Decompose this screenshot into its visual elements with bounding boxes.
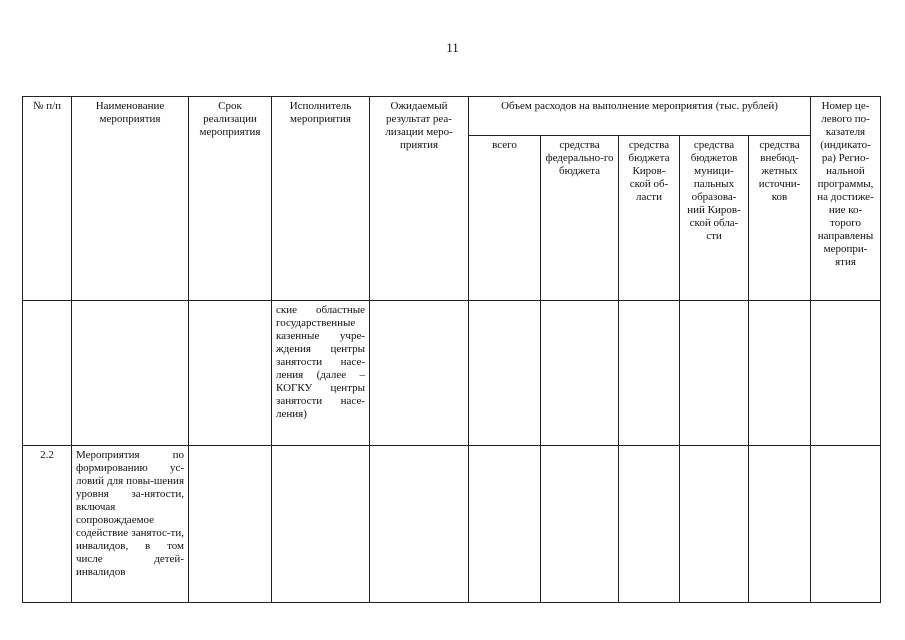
header-indicator: Номер це-левого по-казателя (индикато-ра) Регио-нальной программы, на достиже-ние ко-торого направлены меропри-ятия <box>811 97 881 301</box>
row-regional <box>619 446 680 603</box>
table-row <box>23 446 881 603</box>
row-federal <box>541 446 619 603</box>
row-name: Мероприятия по формированию ус-ловий для повы-шения уровня за-нятости, включая сопровождаемое содействие занятос-ти, инвалидов, в том числе детей-инвалидов <box>72 446 189 603</box>
header-total: всего <box>469 136 541 301</box>
row-regional <box>619 301 680 446</box>
row-indicator <box>811 446 881 603</box>
row-indicator <box>811 301 881 446</box>
row-executor: ские областные государственные казенные учре-ждения центры занятости насе-ления (далее – КОГКУ центры занятости насе-ления) <box>272 301 370 446</box>
header-offbudget: средства внебюд-жетных источни-ков <box>749 136 811 301</box>
row-term <box>189 301 272 446</box>
page-number: 11 <box>446 40 459 55</box>
row-federal <box>541 301 619 446</box>
table-row <box>23 301 881 446</box>
row-executor <box>272 446 370 603</box>
header-result: Ожидаемый результат реа-лизации меро-приятия <box>370 97 469 301</box>
header-executor: Исполнитель мероприятия <box>272 97 370 301</box>
header-name: Наименование мероприятия <box>72 97 189 301</box>
header-row-1 <box>23 97 881 136</box>
header-volume-group: Объем расходов на выполнение мероприятия (тыс. рублей) <box>469 97 811 136</box>
row-municipal <box>680 446 749 603</box>
row-total <box>469 301 541 446</box>
row-offbudget <box>749 301 811 446</box>
row-municipal <box>680 301 749 446</box>
header-municipal: средства бюджетов муници-пальных образова-ний Киров-ской обла-сти <box>680 136 749 301</box>
row-result <box>370 446 469 603</box>
row-term <box>189 446 272 603</box>
row-name <box>72 301 189 446</box>
row-result <box>370 301 469 446</box>
header-federal: средства федерально-го бюджета <box>541 136 619 301</box>
activities-table <box>22 96 881 603</box>
header-num: № п/п <box>23 97 72 301</box>
row-offbudget <box>749 446 811 603</box>
row-num <box>23 301 72 446</box>
header-regional: средства бюджета Киров-ской об-ласти <box>619 136 680 301</box>
row-num: 2.2 <box>23 446 72 603</box>
header-term: Срок реализации мероприятия <box>189 97 272 301</box>
row-total <box>469 446 541 603</box>
